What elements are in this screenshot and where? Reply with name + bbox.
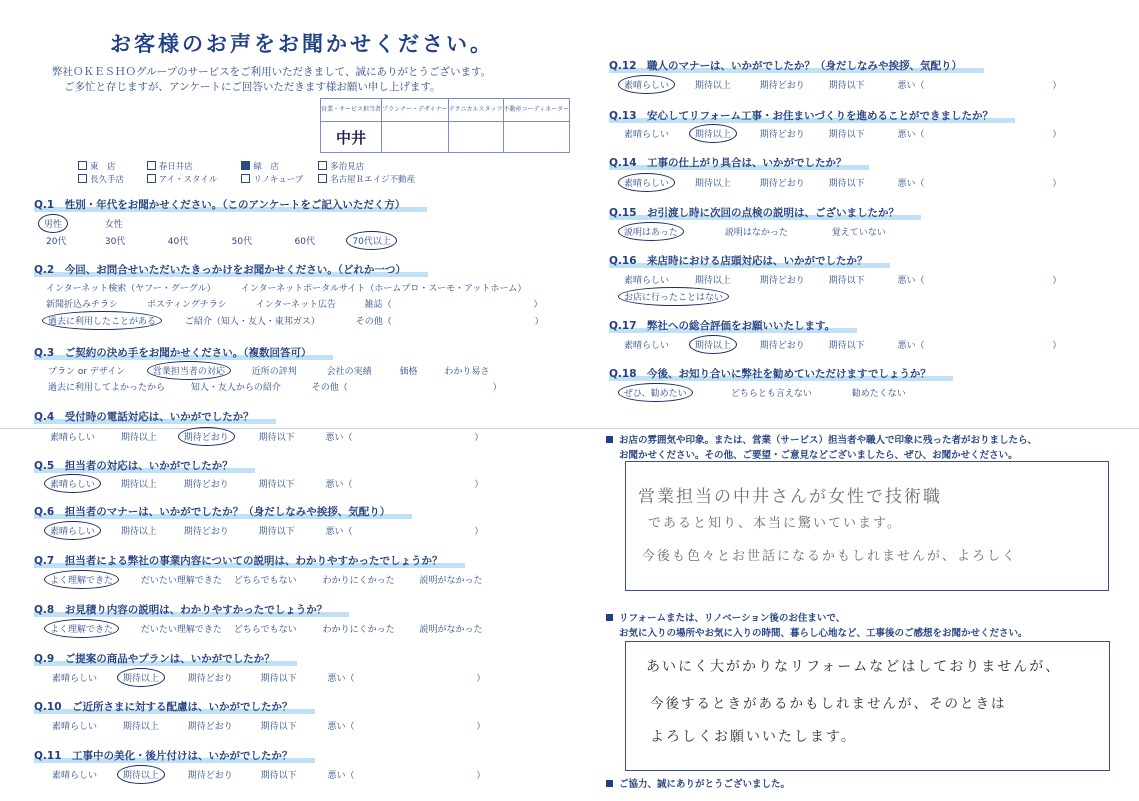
q4-bad[interactable]: 悪い（: [325, 433, 353, 443]
q3-sales-response[interactable]: 営業担当者の対応: [153, 364, 249, 377]
q10-bad-close: ）: [476, 722, 486, 732]
comment2-prompt: リフォームまたは、リノベーション後のお住まいで、 お気に入りの場所やお気に入りの時間、暮らし心地など、工事後のご感想をお聞かせください。: [606, 611, 1028, 641]
page-fold-line: [0, 428, 1139, 429]
q1-female[interactable]: 女性: [104, 220, 123, 230]
q5-above[interactable]: 期待以上: [120, 480, 157, 490]
q12-question: Q.12 職人のマナーは、いかがでしたか？（身だしなみや挨拶、気配り）: [609, 58, 984, 73]
comment1-prompt: お店の雰囲気や印象。または、営業（サービス）担当者や職人で印象に残った者がおりましたら、 お聞かせください。その他、ご要望・ご意見などございましたら、ぜひ、お聞かせください。: [606, 433, 1037, 463]
q5-question: Q.5 担当者の対応は、いかがでしたか？: [34, 458, 255, 473]
q11-options: [52, 768, 485, 781]
q7-question: Q.7 担当者による弊社の事業内容についての説明は、わかりやすかったでしょうか？: [34, 553, 465, 568]
q10-above[interactable]: 期待以上: [122, 722, 159, 732]
q7-understood-well[interactable]: よく理解できた: [50, 573, 138, 586]
q9-as-expected[interactable]: 期待どおり: [187, 674, 233, 684]
q8-question: Q.8 お見積り内容の説明は、わかりやすかったでしょうか？: [34, 602, 349, 617]
q9-bad[interactable]: 悪い（: [327, 674, 355, 684]
q2-other[interactable]: その他（: [355, 317, 392, 327]
bullet-square-icon: [606, 436, 613, 443]
q16-bad-close: ）: [1052, 276, 1062, 286]
branch-renocube[interactable]: リノキューブ: [241, 173, 315, 185]
branch-tajimi[interactable]: 多治見店: [318, 160, 364, 172]
comment1-line-3: 今後も色々とお世話になるかもしれませんが、よろしく: [642, 549, 1018, 564]
q16-question: Q.16 来店時における店頭対応は、いかがでしたか？: [609, 253, 890, 268]
q2-past-use[interactable]: 過去に利用したことがある: [48, 314, 182, 327]
branch-row-1: [78, 160, 364, 172]
q5-below[interactable]: 期待以下: [258, 480, 295, 490]
q9-excellent[interactable]: 素晴らしい: [52, 674, 98, 684]
branch-istyle[interactable]: アイ・スタイル: [147, 173, 239, 185]
branch-higashi[interactable]: 東 店: [78, 160, 144, 172]
q13-below[interactable]: 期待以下: [828, 130, 865, 140]
q2-row-2: [46, 297, 543, 310]
q3-other-close: ）: [492, 383, 502, 393]
q4-above[interactable]: 期待以上: [120, 433, 157, 443]
q12-below[interactable]: 期待以下: [828, 81, 865, 91]
q6-bad[interactable]: 悪い（: [325, 527, 353, 537]
q17-as-expected[interactable]: 期待どおり: [759, 341, 805, 351]
q2-other-close: ）: [534, 317, 544, 327]
q11-question: Q.11 工事中の美化・後片付けは、いかがでしたか？: [34, 748, 315, 763]
q2-posting[interactable]: ポスティングチラシ: [146, 300, 227, 310]
q18-question: Q.18 今後、お知り合いに弊社を勧めていただけますでしょうか？: [609, 366, 953, 381]
q10-excellent[interactable]: 素晴らしい: [52, 722, 98, 732]
q14-as-expected[interactable]: 期待どおり: [759, 179, 805, 189]
page-title: お客様のお声をお聞かせください。: [110, 32, 494, 56]
q6-excellent[interactable]: 素晴らしい: [50, 524, 118, 537]
branch-row-2: [78, 173, 415, 185]
q3-price[interactable]: 価格: [399, 367, 418, 377]
q12-bad[interactable]: 悪い（: [897, 81, 925, 91]
q7-neutral[interactable]: どちらでもない: [233, 576, 297, 586]
q1-age-60[interactable]: 60代: [294, 237, 315, 247]
thanks-message: ご協力、誠にありがとうございました。: [606, 777, 790, 792]
staff-value-planner[interactable]: [382, 122, 449, 153]
q13-options: [624, 127, 1061, 140]
q13-bad[interactable]: 悪い（: [897, 130, 925, 140]
intro-line-1: 弊社ＯＫＥＳＨＯグループのサービスをご利用いただきまして、誠にありがとうございます。: [52, 66, 492, 78]
q8-options: [50, 622, 483, 635]
comment1-line-1: 営業担当の中井さんが女性で技術職: [638, 487, 942, 507]
q9-bad-close: ）: [476, 674, 486, 684]
q14-below[interactable]: 期待以下: [828, 179, 865, 189]
q14-bad-close: ）: [1052, 179, 1062, 189]
staff-header-realestate: 不動産コーディネーター: [503, 99, 570, 122]
q6-options: [50, 524, 483, 537]
bullet-square-icon: [606, 614, 613, 621]
q17-above[interactable]: 期待以上: [695, 338, 757, 351]
q15-not-explained[interactable]: 説明はなかった: [724, 228, 788, 238]
q6-below[interactable]: 期待以下: [258, 527, 295, 537]
q16-below[interactable]: 期待以下: [828, 276, 865, 286]
q2-internet-search[interactable]: インターネット検索（ヤフー・グーグル）: [46, 284, 216, 294]
q2-row-1: [46, 281, 526, 294]
q10-as-expected[interactable]: 期待どおり: [187, 722, 233, 732]
q3-plan-design[interactable]: プラン or デザイン: [48, 367, 126, 377]
q6-question: Q.6 担当者のマナーは、いかがでしたか？（身だしなみや挨拶、気配り）: [34, 504, 412, 519]
q9-above[interactable]: 期待以上: [123, 671, 185, 684]
q11-bad-close: ）: [476, 771, 486, 781]
q6-above[interactable]: 期待以上: [120, 527, 157, 537]
q11-as-expected[interactable]: 期待どおり: [187, 771, 233, 781]
q8-neutral[interactable]: どちらでもない: [233, 625, 297, 635]
q18-definitely[interactable]: ぜひ、勧めたい: [624, 386, 728, 399]
q3-reputation[interactable]: 近所の評判: [251, 367, 297, 377]
q4-question: Q.4 受付時の電話対応は、いかがでしたか？: [34, 409, 276, 424]
comment2-line-2: 今後するときがあるかもしれませんが、そのときは: [650, 696, 1007, 712]
branch-midori[interactable]: 緑 店: [241, 160, 315, 172]
q17-bad[interactable]: 悪い（: [897, 341, 925, 351]
q3-clarity[interactable]: わかり易さ: [444, 367, 490, 377]
q4-bad-close: ）: [474, 433, 484, 443]
staff-header-sales: 営業・サービス担当者: [321, 99, 382, 122]
q3-question: Q.3 ご契約の決め手をお聞かせください。（複数回答可）: [34, 345, 333, 360]
q5-bad[interactable]: 悪い（: [325, 480, 353, 490]
q15-question: Q.15 お引渡し時に次回の点検の説明は、ございましたか？: [609, 205, 921, 220]
q3-acquaintance[interactable]: 知人・友人からの紹介: [190, 383, 281, 393]
q3-past-good[interactable]: 過去に利用してよかったから: [48, 383, 166, 393]
q17-below[interactable]: 期待以下: [828, 341, 865, 351]
q17-options: [624, 338, 1061, 351]
q2-portal-site[interactable]: インターネットポータルサイト（ホームプロ・スーモ・アットホーム）: [240, 284, 527, 294]
intro-line-2: ご多忙と存じますが、アンケートにご回答いただきます様お願い申し上げます。: [64, 81, 441, 93]
q1-male[interactable]: 男性: [44, 217, 102, 230]
q6-bad-close: ）: [474, 527, 484, 537]
q2-question: Q.2 今回、お問合せいただいたきっかけをお聞かせください。（どれか一つ）: [34, 262, 428, 277]
q5-bad-close: ）: [474, 480, 484, 490]
comment1-box[interactable]: [625, 461, 1109, 591]
q7-options: [50, 573, 483, 586]
q13-as-expected[interactable]: 期待どおり: [759, 130, 805, 140]
q10-bad[interactable]: 悪い（: [327, 722, 355, 732]
q12-excellent[interactable]: 素晴らしい: [624, 78, 692, 91]
q12-as-expected[interactable]: 期待どおり: [759, 81, 805, 91]
q14-excellent[interactable]: 素晴らしい: [624, 176, 692, 189]
q13-question: Q.13 安心してリフォーム工事・お住まいづくりを進めることができましたか？: [609, 108, 1015, 123]
q14-options: [624, 176, 1061, 189]
q8-mostly[interactable]: だいたい理解できた: [140, 625, 222, 635]
q17-bad-close: ）: [1052, 341, 1062, 351]
q8-understood-well[interactable]: よく理解できた: [50, 622, 138, 635]
staff-header-planner: プランナー・デザイナー: [382, 99, 449, 122]
q10-options: [52, 719, 485, 732]
branch-nagoya-rage[interactable]: 名古屋Ｒエイジ不動産: [318, 173, 415, 185]
q12-options: [624, 78, 1061, 91]
comment2-line-1: あいにく大がかりなリフォームなどはしておりませんが、: [646, 659, 1062, 675]
q14-bad[interactable]: 悪い（: [897, 179, 925, 189]
q11-excellent[interactable]: 素晴らしい: [52, 771, 98, 781]
q7-hard[interactable]: わかりにくかった: [322, 576, 395, 586]
q1-gender: [44, 217, 123, 230]
q17-question: Q.17 弊社への総合評価をお願いいたします。: [609, 318, 857, 333]
comment2-box[interactable]: [625, 641, 1110, 771]
q11-below[interactable]: 期待以下: [260, 771, 297, 781]
q11-above[interactable]: 期待以上: [123, 768, 185, 781]
q1-age-70plus[interactable]: 70代以上: [352, 234, 390, 247]
branch-nagakute[interactable]: 長久手店: [78, 173, 144, 185]
q13-excellent[interactable]: 素晴らしい: [624, 130, 670, 140]
q1-age-40[interactable]: 40代: [167, 237, 189, 247]
q16-bad[interactable]: 悪い（: [897, 276, 925, 286]
q2-referral[interactable]: ご紹介（知人・友人・東邦ガス）: [184, 317, 320, 327]
staff-value-sales[interactable]: 中井: [321, 122, 382, 153]
q8-no-explanation[interactable]: 説明がなかった: [419, 625, 483, 635]
q3-other[interactable]: その他（: [311, 383, 348, 393]
q1-age-30[interactable]: 30代: [104, 237, 126, 247]
q7-no-explanation[interactable]: 説明がなかった: [419, 576, 483, 586]
q14-question: Q.14 工事の仕上がり具合は、いかがでしたか？: [609, 155, 869, 170]
q1-question: Q.1 性別・年代をお聞かせください。（このアンケートをご記入いただく方）: [34, 197, 427, 212]
q10-question: Q.10 ご近所さまに対する配慮は、いかがでしたか？: [34, 699, 315, 714]
q17-excellent[interactable]: 素晴らしい: [624, 341, 670, 351]
q13-bad-close: ）: [1052, 130, 1062, 140]
q16-excellent[interactable]: 素晴らしい: [624, 276, 670, 286]
q2-magazine[interactable]: 雑誌（: [364, 300, 392, 310]
staff-header-technical: テクニカルスタッフ: [448, 99, 503, 122]
q9-below[interactable]: 期待以下: [260, 674, 297, 684]
q16-above[interactable]: 期待以上: [694, 276, 731, 286]
q14-above[interactable]: 期待以上: [694, 179, 731, 189]
q3-row-1: [48, 364, 489, 377]
q6-as-expected[interactable]: 期待どおり: [183, 527, 229, 537]
q15-dont-remember[interactable]: 覚えていない: [831, 228, 886, 238]
q1-age-20[interactable]: 20代: [46, 237, 67, 247]
q9-options: [52, 671, 485, 684]
q1-ages: [46, 234, 391, 247]
branch-kasugai[interactable]: 春日井店: [147, 160, 239, 172]
q18-neutral[interactable]: どちらとも言えない: [730, 389, 812, 399]
q18-no[interactable]: 勧めたくない: [851, 389, 906, 399]
q4-below[interactable]: 期待以下: [258, 433, 295, 443]
staff-value-technical[interactable]: [448, 122, 503, 153]
q15-options: [624, 225, 886, 238]
q4-as-expected[interactable]: 期待どおり: [184, 430, 256, 443]
comment2-line-3: よろしくお願いいたします。: [650, 729, 857, 745]
q5-excellent[interactable]: 素晴らしい: [50, 477, 118, 490]
q18-options: [624, 386, 906, 399]
bullet-square-icon: [606, 780, 613, 787]
q2-magazine-close: ）: [533, 300, 543, 310]
q10-below[interactable]: 期待以下: [260, 722, 297, 732]
q8-hard[interactable]: わかりにくかった: [322, 625, 395, 635]
q2-row-3: [48, 314, 544, 327]
q12-bad-close: ）: [1052, 81, 1062, 91]
comment1-line-2: であると知り、本当に驚いています。: [648, 516, 902, 531]
q16-options: [624, 273, 1061, 286]
q11-bad[interactable]: 悪い（: [327, 771, 355, 781]
q13-above[interactable]: 期待以上: [695, 127, 757, 140]
q16-as-expected[interactable]: 期待どおり: [759, 276, 805, 286]
q12-above[interactable]: 期待以上: [694, 81, 731, 91]
q7-mostly[interactable]: だいたい理解できた: [140, 576, 222, 586]
q15-explained[interactable]: 説明はあった: [624, 225, 722, 238]
staff-value-realestate[interactable]: [503, 122, 570, 153]
q2-newspaper[interactable]: 新聞折込みチラシ: [46, 300, 119, 310]
q4-excellent[interactable]: 素晴らしい: [50, 433, 96, 443]
q16-never-visited[interactable]: お店に行ったことはない: [624, 290, 723, 303]
q3-track-record[interactable]: 会社の実績: [326, 367, 372, 377]
q5-options: [50, 477, 483, 490]
q1-age-50[interactable]: 50代: [231, 237, 253, 247]
q4-options: [50, 430, 483, 443]
q2-web-ad[interactable]: インターネット広告: [255, 300, 336, 310]
q5-as-expected[interactable]: 期待どおり: [183, 480, 229, 490]
staff-table: [320, 98, 570, 153]
q3-row-2: [48, 380, 502, 393]
q9-question: Q.9 ご提案の商品やプランは、いかがでしたか？: [34, 651, 297, 666]
